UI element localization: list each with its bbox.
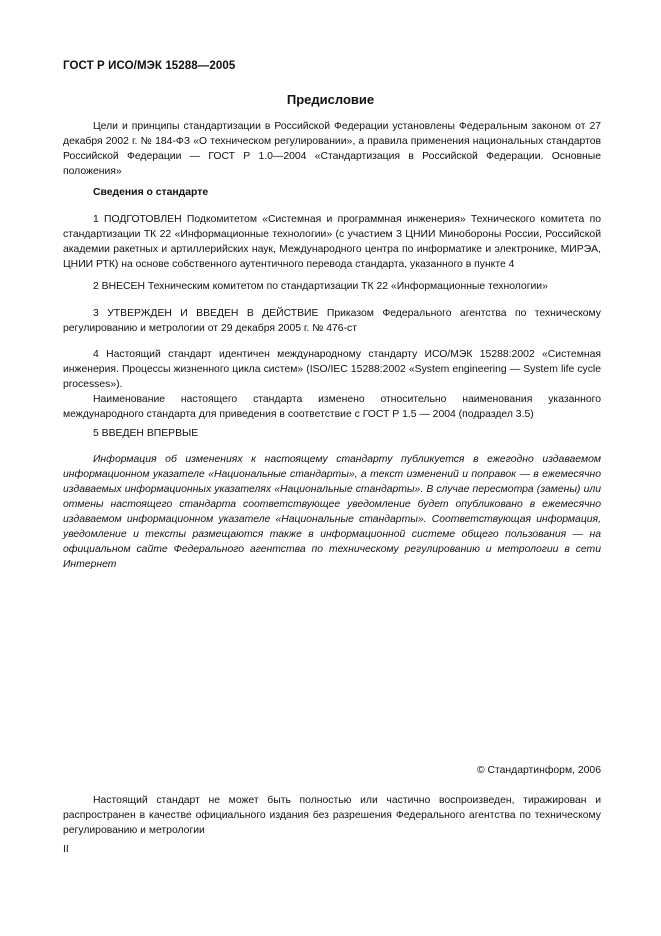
page-number: II [63, 844, 69, 855]
item-approved [63, 306, 601, 336]
item-first-time [63, 426, 601, 441]
item-first-time-text: 5 ВВЕДЕН ВПЕРВЫЕ [93, 428, 199, 439]
section-heading-block [63, 185, 601, 200]
standard-code-header: ГОСТ Р ИСО/МЭК 15288—2005 [63, 60, 236, 72]
section-heading: Сведения о стандарте [93, 187, 209, 198]
item-prepared-text: 1 ПОДГОТОВЛЕН Подкомитетом «Системная и программная инженерия» Технического комитета по стандартизации ТК 22 «Информационные технологии» (с участием 3 ЦНИИ Минобороны России, Российской академии ракетных и артиллерийских наук, Международного центра по информатике и электронике, МИРЭА, ЦНИИ РТК) на основе собственного аутентичного перевода стандарта, указанного в пункте 4 [63, 214, 601, 270]
page-title: Предисловие [286, 92, 375, 107]
intro-text: Цели и принципы стандартизации в Российской Федерации установлены Федеральным законом от 27 декабря 2002 г. № 184-ФЗ «О техническом регулировании», а правила применения национальных стандартов Российской Федерации — ГОСТ Р 1.0—2004 «Стандартизация в Российской Федерации. Основные положения» [63, 121, 601, 177]
item-identical [63, 347, 601, 422]
item-approved-text: 3 УТВЕРЖДЕН И ВВЕДЕН В ДЕЙСТВИЕ Приказом Федерального агентства по техническому регулированию и метрологии от 29 декабря 2005 г. № 476-ст [63, 308, 601, 334]
intro-paragraph [63, 119, 601, 179]
info-notice [63, 452, 601, 572]
item-identical-text: 4 Настоящий стандарт идентичен международному стандарту ИСО/МЭК 15288:2002 «Системная инженерия. Процессы жизненного цикла систем» (ISO/IEC 15288:2002 «System engineering — System life cycle processes»). [63, 349, 601, 390]
copyright-notice: © Стандартинформ, 2006 [476, 765, 601, 776]
reproduction-notice-text: Настоящий стандарт не может быть полностью или частично воспроизведен, тиражирован и распространен в качестве официального издания без разрешения Федерального агентства по техническому регулированию и метрологии [63, 795, 601, 836]
item-name-change-text: Наименование настоящего стандарта изменено относительно наименования указанного международного стандарта для приведения в соответствие с ГОСТ Р 1.5 — 2004 (подраздел 3.5) [63, 394, 601, 420]
item-introduced [63, 279, 601, 294]
reproduction-notice [63, 793, 601, 838]
item-prepared [63, 212, 601, 272]
info-notice-text: Информация об изменениях к настоящему стандарту публикуется в ежегодно издаваемом информационном указателе «Национальные стандарты», а текст изменений и поправок — в ежемесячно издаваемых информационных указателях «Национальные стандарты». В случае пересмотра (замены) или отмены настоящего стандарта соответствующее уведомление будет опубликовано в ежемесячно издаваемом информационном указателе «Национальные стандарты». Соответствующая информация, уведомление и тексты размещаются также в информационной системе общего пользования — на официальном сайте Федерального агентства по техническому регулированию и метрологии в сети Интернет [63, 454, 601, 570]
item-introduced-text: 2 ВНЕСЕН Техническим комитетом по стандартизации ТК 22 «Информационные технологии» [93, 281, 548, 292]
